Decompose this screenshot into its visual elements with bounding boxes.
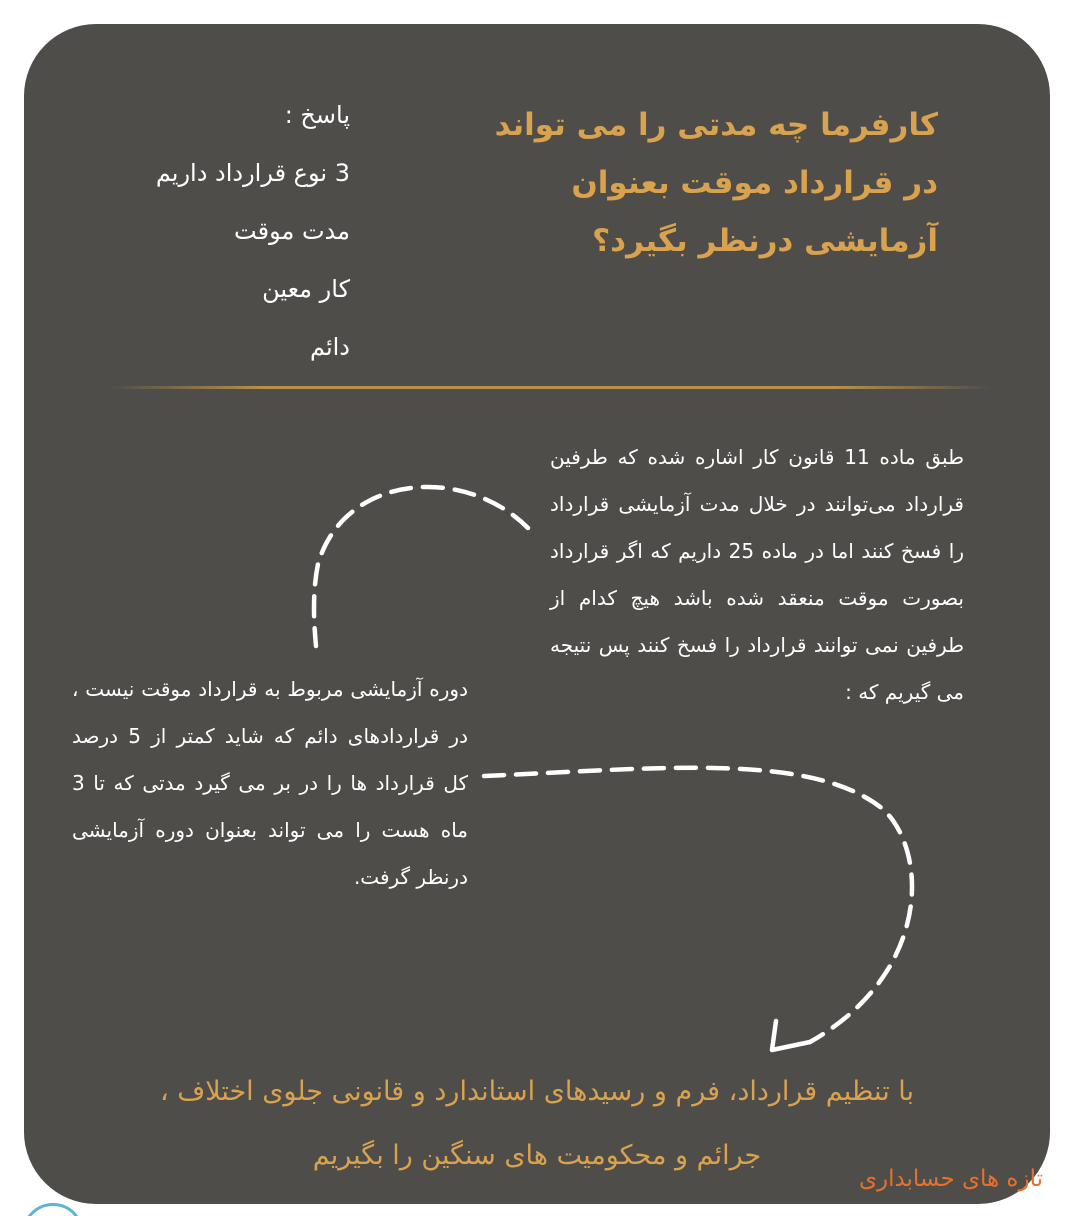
answer-line: کار معین <box>262 275 350 303</box>
brand-logo <box>22 1203 84 1216</box>
footer-line-2: جرائم و محکومیت های سنگین را بگیریم <box>312 1140 762 1171</box>
answer-line: دائم <box>309 333 350 361</box>
dashed-curve-arrow-icon <box>24 24 1050 1204</box>
answer-line: مدت موقت <box>234 217 350 245</box>
page-title: کارفرما چه مدتی را می تواند در قرارداد موقت بعنوان آزمایشی درنظر بگیرد؟ <box>494 107 938 259</box>
answer-line: 3 نوع قرارداد داریم <box>155 159 350 187</box>
footer-line-1: با تنظیم قرارداد، فرم و رسیدهای استاندارد و قانونی جلوی اختلاف ، <box>159 1076 915 1107</box>
conclusion-paragraph: دوره آزمایشی مربوط به قرارداد موقت نیست ، در قراردادهای دائم که شاید کمتر از 5 درصد کل قرارداد ها را در بر می گیرد مدتی که تا 3 ماه هست را می تواند بعنوان دوره آزمایشی درنظر گرفت. <box>72 677 468 889</box>
answer-heading: پاسخ : <box>284 101 350 129</box>
dashed-arrowhead-icon <box>772 1021 810 1050</box>
watermark-brand: تازه های حسابداری <box>858 1166 1043 1192</box>
article-explanation-paragraph: طبق ماده 11 قانون کار اشاره شده که طرفین قرارداد می‌توانند در خلال مدت آزمایشی قرارداد را فسخ کنند اما در ماده 25 داریم که اگر قرارداد بصورت موقت منعقد شده باشد هیچ کدام از طرفین نمی توانند قرارداد را فسخ کنند پس نتیجه می گیریم که : <box>550 445 964 704</box>
info-card <box>24 24 1050 1204</box>
